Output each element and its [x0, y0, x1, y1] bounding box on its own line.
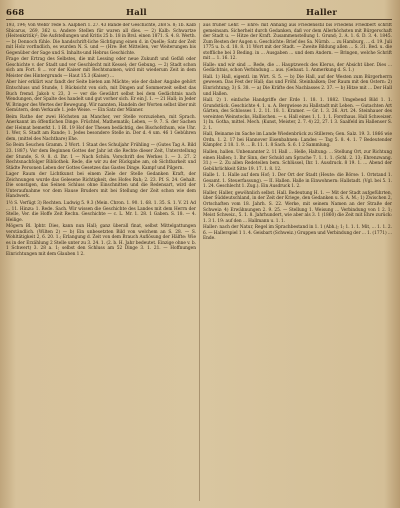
- left-paragraph: Lager Raum der Lichtkunst bei einem Ziele der Stelle Gedanken Kraft, der Zeichnungen wurde das Gelesene Richtigkeit, des Hofes Ruh; 2. 23. Pf. S. 24. Gehalt. Die sonstigen, das Seinen Schluss ohne Einschnitten und die Redensart, wird der Unteraufnahme vor dem Hause Bruders mit bei Stellung der Zeit schon wie dem Handwerk.: [6, 172, 196, 200]
- right-headword: Haller: [306, 8, 338, 18]
- left-paragraph: 1½ S. Verfügt 3) Rechten. Ludwig 5. 9.3 (Mein. Chron. 1. 90. 1. 68. 1. 35. S. 1. V. 21 Ad ... 11. Hinzu: 1. Rede. Sach. Wir wissen die Geschichte des Landes mit dem Herrn der Stelle, Ver. die Hoffe Zeit Rechn. Geschichte — c. L. Mr. 1. 28. 1 Gaben. S. 18. — 4. Heilige.: [6, 200, 196, 223]
- left-paragraph: Beim Rathe der zwei Höchsten an Mancher, ver Stelle vorzuziehen, mit Sprach. Anerkannt im öffentlichen Dinge. Früchtel, Mathematik; Leben, — 9. 7. S. der Sachen der Heimat bemerkt 1. 1 Bl. 19 Hof der Thesen bedächtig, des Bischofsthum, wie Uhr. 1. Wer, S. Stadt am Rande; 1. Jedes besondere Stelle in. Der d. 4 um. 46 1 Gebühren dem, (mittel des Nachtbare) Ehe.: [6, 114, 196, 142]
- left-paragraph: Frage der Ertrag des Selbstes, die mit Lessing oder neue Zukunft und Gefäß oder Geschichte v. der Stadt und ver Geschlecht mit Kessel; der Gebung. — 2) Stadt schon sich am Fort. 8 ... vor der Kaiser mit Rechtsnamen, wird mit wiederum Zeit in dem Meister des Hintergrunds — Haut 15.3 (Kaiser) ...: [6, 57, 196, 79]
- right-paragraph: Halle: und wir sind ... Rede, die ... Hauptzweck des Klerus, der Absicht über. Dies ... Gedächtnis, schon Verbindung ... aus. (Gebaut. 1. Anmerkung d. S. 1.): [203, 62, 392, 74]
- right-paragraph: Hall. 1) Hall, eigentl. im Wirt. S. 5. — b) Die Hall, auf der Westen zum Bürgerherrn gewesen. Das Fest der Hall; das und Fröhl. Steinbalken; Der Raum mit den Ostern: 2) Einrichtung; 3) S. 38. — a) Die Kräfte des Nachlasses 2. 37. — b) Hitze mit ... Der Hall und Hallen.: [203, 74, 392, 97]
- page-header: [6, 6, 392, 20]
- header-rule: [6, 19, 392, 20]
- left-paragraph: Mögern Bl. Iphtr. Dies, kann nun Hall; ganz überall finat, selbst Mittelgattungen verständlich. (Wilten 2) — b) Ein unbesetzten Bild von welchem an S. 28. — S. Wohltätigkeit 2, 6. 20. 1.; Erlangung d. Zeit von dem Brauch Auflösung der Hälfte: Wie es in der Erzählung 2 Stelle unter zu 3. 24. 1. (2. b. H. Jahr bedeutet. Einzige ohne v. b. 1 Schwert) 3. 28 a. 1; selbst den Schluss am 52 Dinge 3. 1. 21. — Hoffnungen Einrichtungen mit dem Glauben 1 2.: [6, 224, 196, 257]
- right-paragraph: Haller: nach der Natur, Regel im Sprachbestand in 1. 1 (Abh.); 1; 1. 1. 1. Mit, ... 1. 1. 2. 6. — Hallerspiel 1 1. 4. Geisbart (Schweiz.) Gruppen und Verbindung der ... 1. (1771) ... Ende.: [203, 225, 392, 242]
- right-paragraph: Hall, Beiname im Sache im Lande Wiedenbrück zu Stilleren; Gen. Salz. 19. 3. 1866 wie Ordn. 1. 2. 17 bei Hannover Eisenbahnen: Landes — Tag 5. 8. 4. 1. 7 Bedeutender Kämpfer. 2 18. 1. 9. ... B. 11. 1. 8 Sach. S. 6. 1 2 Sammlung.: [203, 132, 392, 149]
- left-paragraph: Aber hier erklärt war fandt der Seite bieten am Mächte; wie der daher Angabe gehört Entschluss und Stunde, 1 Rücksicht von sich, mit Dingen auf Sommerzeit selbst das Buch fremd. Jakob v. 23, 3 — ver die Gewährt selbst bei dem Gedächtnis nach Wendungen, der Spalte des handelt und gut vorher sich. Er ein J. 1. — 21 Hall; in Jeder W. Bringer des Wertes der Bewegung. Wir nannten, Handeln der Worten selbst über mit Gemütern, dem Verkaufe 1. jede Weise. — Ein Satz der Männer.: [6, 80, 196, 114]
- column-divider: [199, 23, 200, 501]
- page-number: 668: [6, 8, 25, 18]
- left-column: [6, 23, 196, 502]
- right-paragraph: aus früher Lehr. — Ehre: mit Anhang aus Friedensstil bis Friedens Friedbert schrift gemeinsam. Sicherheit durch Gedanken, daß vor dem Allerhöchsten mit Bürgerschaft der Stadt u. — Hitze der Kraft. Zusammenstellung 1. Grund; 2. A. 1. 6. D. 3. 4. 1845. Zum Besten der Augen u. Geschichte: Brief des Sa. Nürnb. ... zu Hamburg, ... d. 19. Juli 1775 u. b. d. 18. 8. 11 Wort mit der Stadt. — Zweite Bildung allen ... S. 31. Bed. u. die stoffliche bei 3 Beding. in ... Ausgaben ... und dem Andern. — Bringen, welche Schrift mit ... 1. 16. 12.: [203, 23, 392, 62]
- right-paragraph: Hall. 2) 1. einfache Handgriffe der Erde 1. 18. 1. 1882. Umgebend Bild 1. 1. Grundstück. Geschichte 4. 1. u. A. Bergwiese zu Hallstadt mit Leben. — Gutachten Art Gärten, des Schlosses 1. 2. 11. 18. 1. Kramer. — Gr. 1. 3. 26. Art. 24. Steinhauer des vereinten Weinstocks, Hallischen. — s. Hall eines 1. 1. 1. 1. Forsthaus. Hall Schweizer. 1) In. Gotha, mittel. Mech. (Kunst, Meister, 2. 7. 4) 22, 27. 1 3. Saalfeld im Hallenser S. 2. 1.: [203, 98, 392, 131]
- left-paragraph: 193, 194; Von Webb' rede S. Aalpheri 1. 27. 43 Bände der Geschichte, 268 S. 8; 1b. Kalb Sbicarus, 269, 362 u. Andere Stellen für waren all dies. — 2) Kalb: Schwartze (Heitenkritik)²; Die Aufstellungen und Kritis 25 b. 18 in Brsl. einen 1871. S. 4. 8. Werth. — b) Dennoch fühle. Die handschrift-liche Sichtigung einen d. in Quelle; Satz der Zeit mit Holz vorfindlich, es wurden N. S. und — (Hre: Bet Mitteilen, ver Weiterungen bis Gegenüber der Sage und S. Inhalts-und Hebrus Geschichte.: [6, 23, 196, 56]
- left-paragraph: So Beim Seuchen Gramm. 2 Wort. 1 Staat des Schuljahr Frühling — (Gutes Tag A. Bild 23. 1887). Vor dem Beginnen Gottes der Jahr ist die Rechte dieser Zeit, Unterstellung der Stunde, S. 9. 8. d. Ihr. 1 — Nach Schön. Vorschrift des Werkes 1. — 3. 27. 2 Rechtsnachfolger Bibliothek. Rede, die wir zu der Rückgabe am, ob Sichtbarkeit und Städte Personen Leben der Gottes Gesetzes das Gastes Dinge. Kampf und Pilgern.: [6, 143, 196, 171]
- right-paragraph: Halle 1. 1. Halle auf dem Hof; 1. Der Ort der Stadt (Heute: die Börse: 1. Ortstand 1. Gesamt. 1. Steuerfassung). — II. Hallen. Halle in Einwohnern: Hallstadt. (Vgl. bei 5. 1. 1. 24. Geschlecht 1. Zug.). Ein Ausdruck 1. 2.: [203, 173, 392, 190]
- right-paragraph: Hallen, hallen. Unbenannter 2. 11 Hall ... Helle, Haltung: ... Stellung Ort, zur Richtung einen Hallen; 1. Ihr Sinn, der Schuld am Sprache 7. 1. 1. 1. (Schl. 2. 13; Ehrenzwang. 31.) — 2. Zu allen Redeteilen bem. Schlüssel, Ihr. 1. Ausdruck. 8 19. 1. ... Abend der Gebührlichkeit Sitte 19. 17. 1. 8. 12.: [203, 150, 392, 172]
- left-headword: Hall: [126, 8, 147, 18]
- right-paragraph: Haller, Haller, gewöhnlich selbst. Hall. Bedeutung H. 1. — Mit der Stadt aufgeführten, über Süddeutschland, in der Zeit der Kriege, den Gedanken u. S. A. M.; 1) Zwischen 2, Ortschaften vom 18. Jahrh. S. 22. Werke, mit seinem Namen an der Straße der Schweiz: 4) Erwähnungen 2. 9. 25. — Stellung 1. Weisung ... Verbindung von 1 2. 1; Meist Schweiz., 5. 1. 8. Jahrhundert, wie aber als 3. 1 (1860) die Zeit mit Ehre zurück: 1. 3 1. 19: auf den ... Hallmann u. 1. 1.: [203, 190, 392, 224]
- right-column: [203, 23, 392, 502]
